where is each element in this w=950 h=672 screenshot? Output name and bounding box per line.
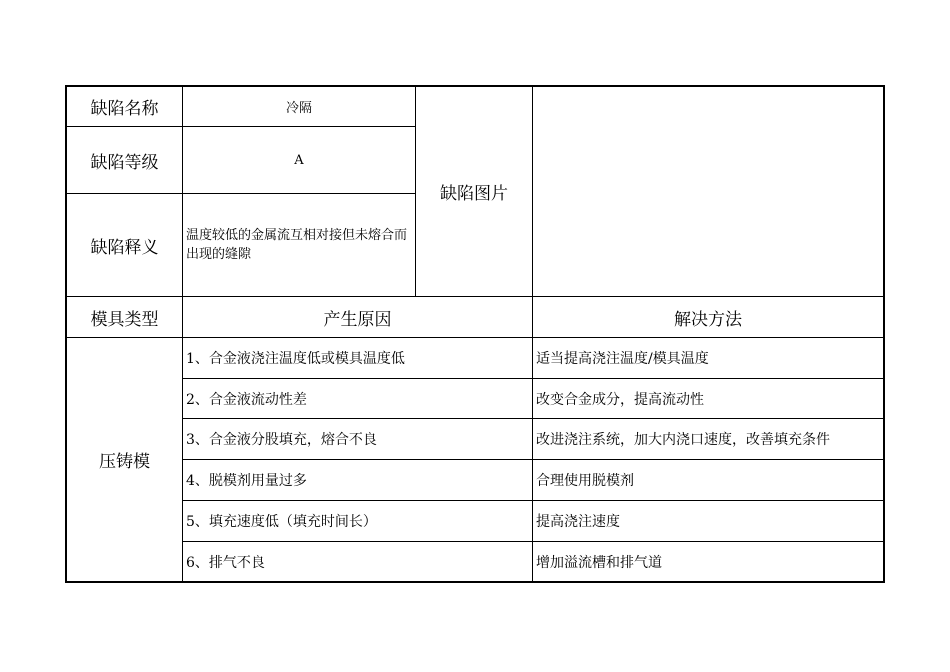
defect-definition-value: 温度较低的金属流互相对接但未熔合而出现的缝隙 [186, 228, 408, 262]
defect-name-label: 缺陷名称 [90, 99, 159, 119]
mold-type-value: 压铸模 [99, 452, 150, 472]
defect-grade-label: 缺陷等级 [90, 152, 159, 173]
border-right [883, 85, 885, 583]
defect-image-label: 缺陷图片 [440, 184, 508, 204]
cause-header: 产生原因 [323, 309, 392, 330]
defect-name-value: 冷隔 [285, 101, 312, 116]
defect-grade-value: A [294, 152, 304, 168]
cause-cell: 1、合金液浇注温度低或模具温度低 [186, 351, 405, 367]
solution-cell: 合理使用脱模剂 [536, 473, 634, 489]
cause-cell: 3、合金液分股填充，熔合不良 [186, 432, 377, 448]
solution-cell: 增加溢流槽和排气道 [536, 554, 662, 571]
solution-header: 解决方法 [674, 309, 742, 330]
solution-cell: 提高浇注速度 [536, 514, 620, 530]
mold-type-header: 模具类型 [90, 309, 159, 330]
solution-cell: 改进浇注系统，加大内浇口速度，改善填充条件 [536, 432, 830, 448]
cause-cell: 4、脱模剂用量过多 [186, 473, 307, 489]
cause-cell: 6、排气不良 [186, 554, 265, 571]
defect-definition-label: 缺陷释义 [90, 237, 159, 258]
solution-cell: 适当提高浇注温度/模具温度 [536, 351, 709, 367]
border-bottom [65, 581, 885, 583]
solution-cell: 改变合金成分，提高流动性 [536, 391, 704, 408]
cause-cell: 5、填充速度低（填充时间长） [186, 514, 377, 530]
defect-image-area [533, 87, 883, 296]
cause-cell: 2、合金液流动性差 [186, 391, 307, 408]
